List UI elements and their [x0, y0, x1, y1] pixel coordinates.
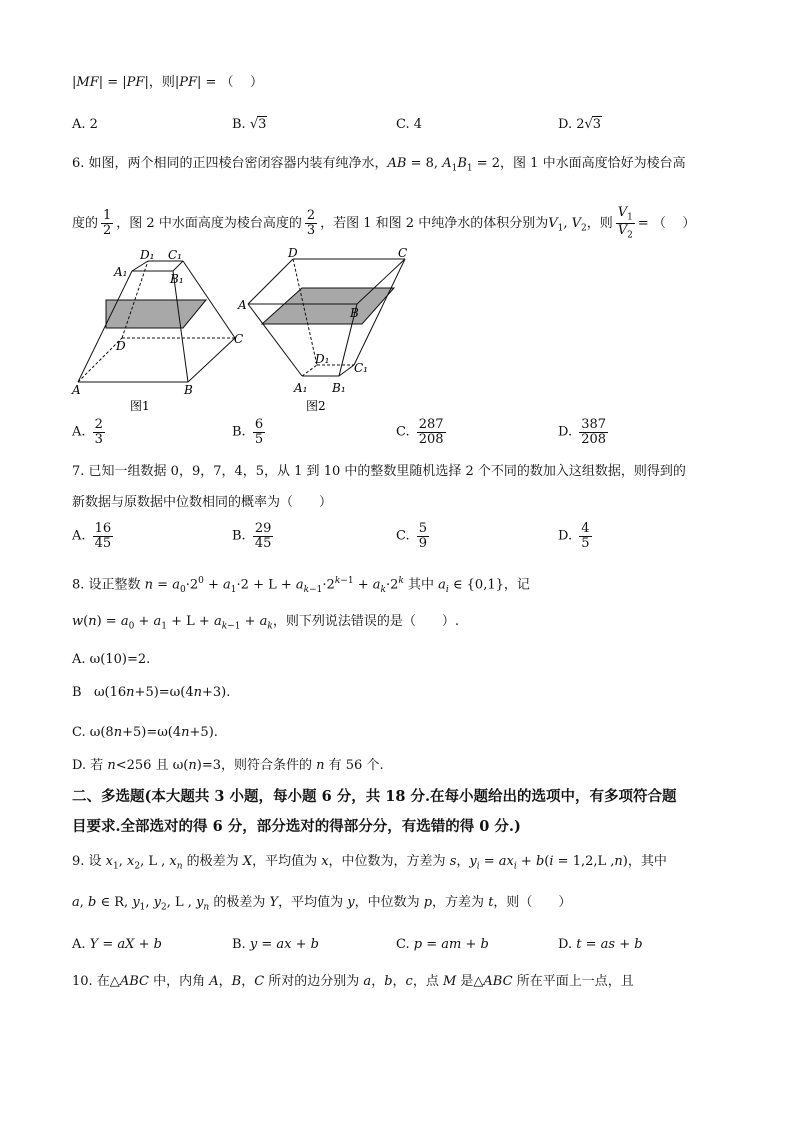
fig2-label-d: D	[288, 246, 298, 260]
q7-option-b[interactable]: B. $\frac{29}{45}$	[232, 521, 272, 551]
fig1-label-a1: A₁	[114, 265, 128, 279]
q6-stem-line2: 度的 $\frac{1}{2}$ ，图 2 中水面高度为棱台高度的 $\frac{2}{3}$ ，若图 1 和图 2 中纯净水的体积分别为$V_1$, $V_2$，则 $\frac{V_1}{V_2}$ = （ ）	[72, 205, 696, 241]
q5-stem: |MF| = |PF|，则|PF| = （ ）	[72, 75, 264, 90]
fig1-caption: 图1	[130, 399, 150, 413]
q7-option-c[interactable]: C. $\frac{5}{9}$	[396, 521, 428, 551]
q8-option-c[interactable]: C. ω(8n+5)=ω(4n+5).	[72, 725, 218, 740]
q5-option-d[interactable]: D. 2√3	[558, 117, 602, 132]
q6-option-d[interactable]: D. $\frac{387}{208}$	[558, 417, 607, 447]
q7-stem-line1: 7. 已知一组数据 0，9，7，4，5，从 1 到 10 中的整数里随机选择 2 个不同的数加入这组数据，则得到的	[72, 464, 686, 479]
q6-stem-line1: 6. 如图，两个相同的正四棱台密闭容器内装有纯净水，AB = 8, $A_1B_1 = 2$，图 1 中水面高度恰好为棱台高	[72, 156, 686, 174]
fig2-label-d1: D₁	[315, 352, 330, 366]
figure2-water-surface	[262, 288, 394, 324]
fig1-label-b1: B₁	[170, 272, 184, 286]
q9-stem-line1: 9. 设 $x_1$, $x_2$, L , $x_n$ 的极差为 X，平均值为 x，中位数为，方差为 s，$y_i = ax_i + b(i = 1,2,L$ ,n)，其中	[72, 854, 667, 872]
q9-option-a[interactable]: A. Y = aX + b	[72, 937, 162, 952]
fig2-label-b1: B₁	[332, 381, 346, 395]
q6-option-c[interactable]: C. $\frac{287}{208}$	[396, 417, 444, 447]
q8-stem-line1: 8. 设正整数 $n = a_0\cdot 2^0 + a_1\cdot 2 + L + a_{k-1}\cdot 2^{k-1} + a_k\cdot 2^k$ 其中 $a_i$ ∈ {0,1}，记	[72, 576, 530, 595]
q6-option-b[interactable]: B. $\frac{6}{5}$	[232, 417, 264, 447]
q9-option-c[interactable]: C. p = am + b	[396, 937, 489, 952]
q8-option-a[interactable]: A. ω(10)=2.	[72, 652, 151, 667]
fig2-label-a: A	[238, 298, 247, 312]
fig1-label-d: D	[116, 339, 126, 353]
q6-option-a[interactable]: A. $\frac{2}{3}$	[72, 417, 103, 447]
fig2-label-b: B	[350, 306, 359, 320]
fig1-label-c: C	[234, 332, 244, 346]
q5-option-b[interactable]: B. √3	[232, 117, 267, 132]
figure1-water-surface	[106, 300, 206, 328]
q9-option-d[interactable]: D. t = as + b	[558, 937, 643, 952]
q7-option-a[interactable]: A. $\frac{16}{45}$	[72, 521, 112, 551]
fig1-label-b: B	[184, 383, 193, 397]
section2-heading-line2: 目要求.全部选对的得 6 分，部分选对的得部分分，有选错的得 0 分.)	[72, 818, 521, 835]
q9-option-b[interactable]: B. y = ax + b	[232, 937, 319, 952]
q8-stem-line2: $w(n) = a_0 + a_1 + L + a_{k-1} + a_k$，则下列说法错误的是（ ）.	[72, 614, 460, 632]
fig1-label-d1: D₁	[140, 248, 155, 262]
q8-option-b[interactable]: B ω(16n+5)=ω(4n+3).	[72, 685, 231, 700]
q5-option-a[interactable]: A. 2	[72, 117, 98, 132]
fig2-label-c1: C₁	[354, 361, 368, 375]
fig2-caption: 图2	[306, 399, 326, 413]
q5-option-c[interactable]: C. 4	[396, 117, 423, 132]
q9-stem-line2: a, b ∈ R, $y_1$, $y_2$, L , $y_n$ 的极差为 Y，平均值为 y，中位数为 p，方差为 t，则（ ）	[72, 895, 572, 913]
fig1-label-a: A	[72, 383, 81, 397]
q7-stem-line2: 新数据与原数据中位数相同的概率为（ ）	[72, 495, 333, 510]
q8-option-d[interactable]: D. 若 n<256 且 ω(n)=3，则符合条件的 n 有 56 个.	[72, 758, 384, 773]
section2-heading-line1: 二、多选题(本大题共 3 小题，每小题 6 分，共 18 分.在每小题给出的选项中，有多项符合题	[72, 788, 677, 805]
fig2-label-c: C	[398, 246, 408, 260]
q7-option-d[interactable]: D. $\frac{4}{5}$	[558, 521, 590, 551]
q10-stem-line1: 10. 在△ABC 中，内角 A，B，C 所对的边分别为 a，b，c，点 M 是△ABC 所在平面上一点，且	[72, 974, 634, 989]
q6-figure-2	[236, 246, 416, 414]
fig2-label-a1: A₁	[294, 381, 308, 395]
q6-figure-1	[70, 246, 260, 414]
fig1-label-c1: C₁	[168, 248, 182, 262]
